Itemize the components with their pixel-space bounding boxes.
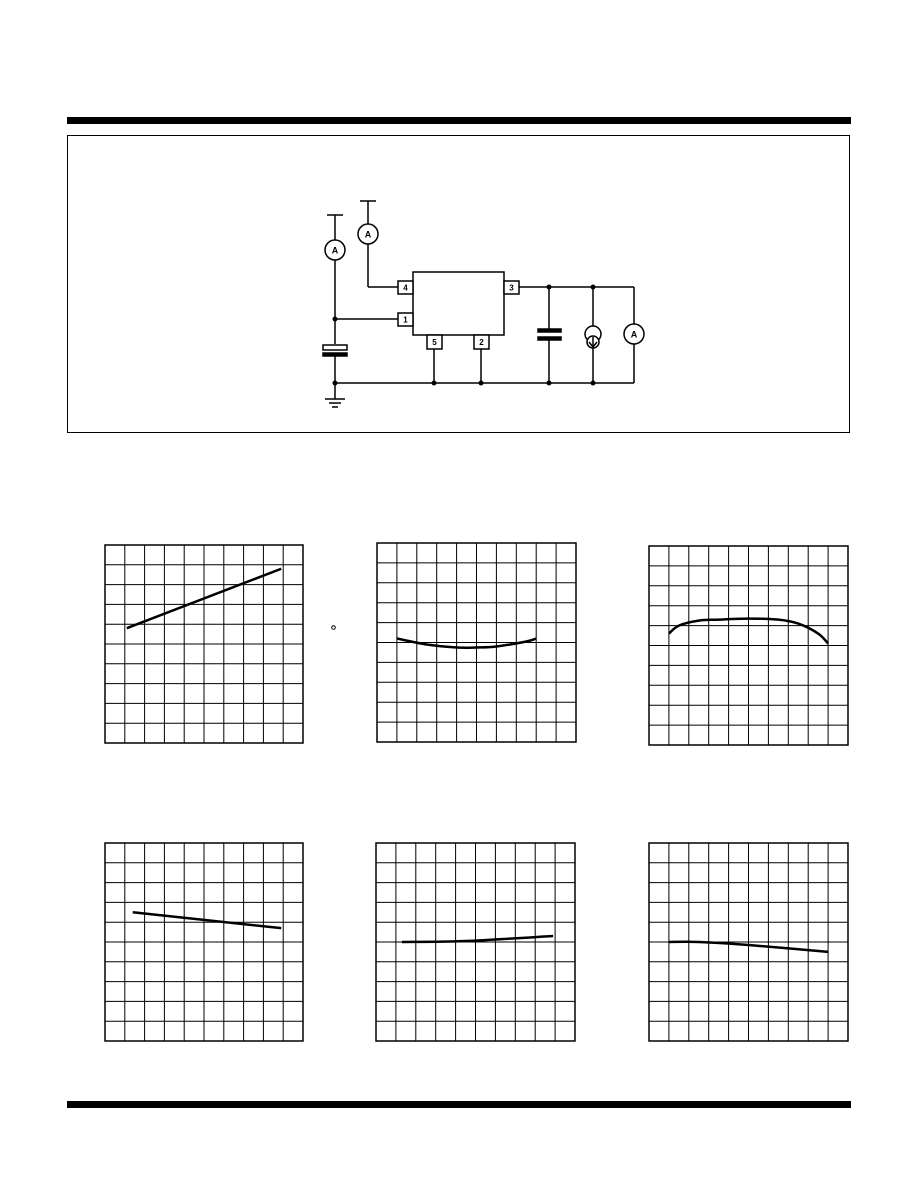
pin-label: 2 bbox=[479, 338, 484, 347]
circuit-schematic bbox=[68, 136, 851, 434]
junction-dot bbox=[547, 285, 552, 290]
pin-label: 3 bbox=[509, 283, 514, 293]
bottom-rule bbox=[67, 1101, 851, 1108]
graph-1 bbox=[104, 544, 304, 744]
top-rule bbox=[67, 117, 851, 124]
ammeter-label: A bbox=[364, 229, 372, 240]
junction-dot bbox=[547, 381, 552, 386]
series-line bbox=[402, 936, 553, 942]
graph-4 bbox=[104, 842, 304, 1042]
junction-dot bbox=[591, 285, 596, 290]
junction-dot bbox=[333, 317, 338, 322]
pin-label: 5 bbox=[432, 338, 437, 347]
stray-dot bbox=[330, 624, 338, 632]
ammeter-label: A bbox=[630, 329, 638, 340]
output-capacitor-plate bbox=[538, 329, 561, 332]
graph-5 bbox=[375, 842, 576, 1042]
junction-dot bbox=[479, 381, 484, 386]
input-capacitor-plate bbox=[323, 345, 347, 350]
graph-2 bbox=[376, 542, 577, 743]
ammeter-label: A bbox=[331, 245, 339, 256]
pin-label: 4 bbox=[403, 283, 408, 293]
junction-dot bbox=[591, 381, 596, 386]
graph-3 bbox=[648, 545, 849, 746]
circuit-panel bbox=[67, 135, 850, 433]
junction-dot bbox=[333, 381, 338, 386]
series-line bbox=[397, 639, 536, 648]
graph-6 bbox=[648, 842, 849, 1042]
output-capacitor-plate bbox=[538, 337, 561, 340]
ic-body bbox=[413, 272, 504, 335]
pin-label: 1 bbox=[403, 315, 408, 325]
junction-dot bbox=[432, 381, 437, 386]
input-capacitor-plate bbox=[323, 353, 347, 356]
series-line bbox=[133, 912, 282, 928]
